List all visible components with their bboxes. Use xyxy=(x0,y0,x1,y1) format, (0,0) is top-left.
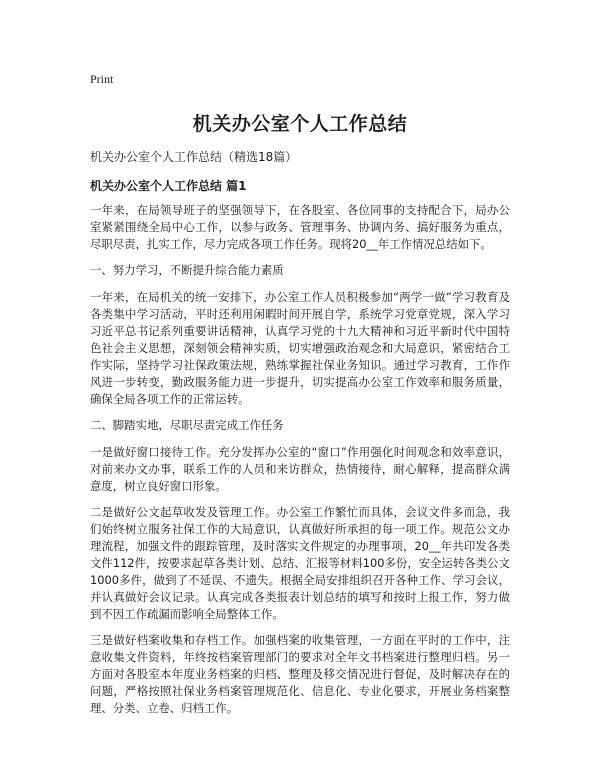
subheading-tasks: 二、脚踏实地，尽职尽责完成工作任务 xyxy=(90,418,284,432)
subheading-study: 一、努力学习，不断提升综合能力素质 xyxy=(90,263,284,277)
print-link[interactable]: Print xyxy=(90,72,114,86)
intro-paragraph: 一年来，在局领导班子的坚强领导下，在各股室、各位同事的支持配合下，局办公室紧紧围绕全局中心工作，以参与政务、管理事务、协调内务、搞好服务为重点，尽职尽责，扎实工作，尽力完成各项工作任务。现将20__年工作情况总结如下。 xyxy=(90,203,510,251)
section-heading: 机关办公室个人工作总结 篇1 xyxy=(90,179,247,193)
document-subtitle: 机关办公室个人工作总结（精选18篇） xyxy=(90,150,298,164)
page-title: 机关办公室个人工作总结 xyxy=(192,113,408,135)
documents-paragraph: 二是做好公文起草收发及管理工作。办公室工作繁忙而具体，会议文件多而急，我们始终树立服务社保工作的大局意识，认真做好所承担的每一项工作。规范公文办理流程，加强文件的跟踪管理，及时落实文件规定的办理事项，20__年共印发各类文件112件，按要求起草各类计划、总结、汇报等材料100多份，安全运转各类公文1000多件，做到了不延误、不遗失。根据全局安排组织召开各种工作、学习会议，并认真做好会议记录。认真完成各类报表计划总结的填写和按时上报工作，努力做到不因工作疏漏而影响全局整体工作。 xyxy=(90,505,510,621)
reception-paragraph: 一是做好窗口接待工作。充分发挥办公室的“窗口”作用强化时间观念和效率意识，对前来办文办事，联系工作的人员和来访群众，热情接待，耐心解释，提高群众满意度，树立良好窗口形象。 xyxy=(90,445,510,493)
study-paragraph: 一年来，在局机关的统一安排下，办公室工作人员积极参加“两学一做”学习教育及各类集中学习活动，平时还利用闲暇时间开展自学，系统学习党章党规，深入学习习近平总书记系列重要讲话精神，认真学习党的十九大精神和习近平新时代中国特色社会主义思想，深刻领会精神实质，切实增强政治观念和大局意识，紧密结合工作实际，坚持学习社保政策法规，熟练掌握社保业务知识。通过学习教育，工作作风进一步转变，勤政服务能力进一步提升，切实提高办公室工作效率和服务质量，确保全局各项工作的正常运转。 xyxy=(90,290,510,406)
archives-paragraph: 三是做好档案收集和存档工作。加强档案的收集管理，一方面在平时的工作中，注意收集文件资料，年终按档案管理部门的要求对全年文书档案进行整理归档。另一方面对各股室本年度业务档案的归档、整理及移交情况进行督促，及时解决存在的问题，严格按照社保业务档案管理规范化、信息化、专业化要求，开展业务档案整理、分类、立卷、归档工作。 xyxy=(90,633,510,715)
